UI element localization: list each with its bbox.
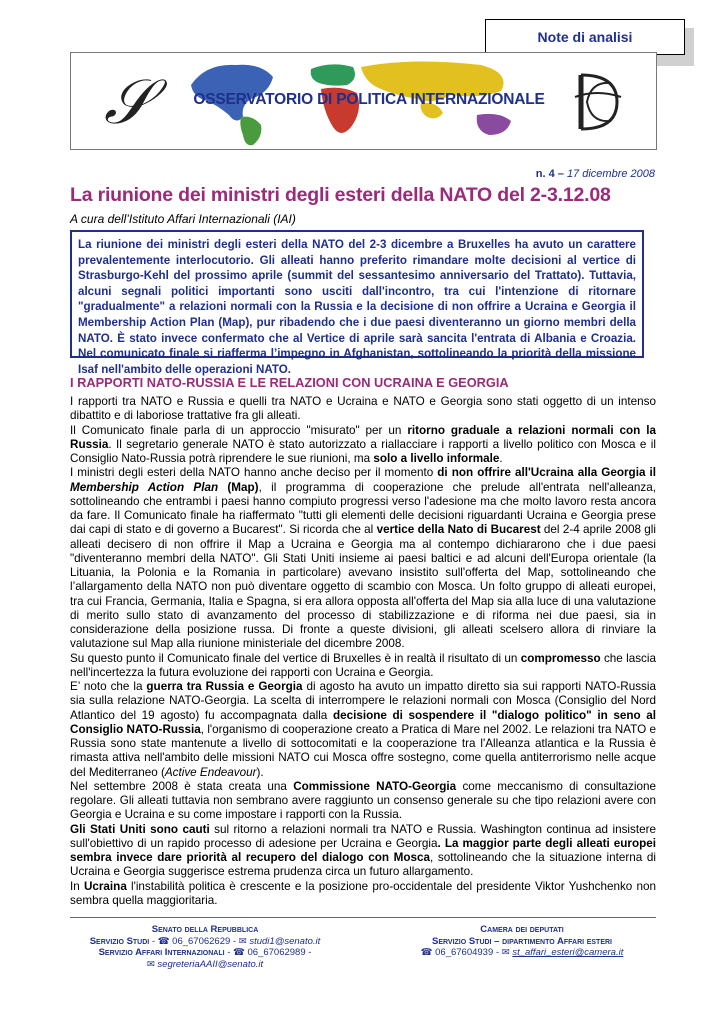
observatory-header [70, 52, 657, 150]
senato-monogram-icon: 𝒮 [104, 65, 152, 138]
envelope-icon: ✉ [238, 935, 250, 947]
issue-line [536, 168, 655, 180]
paragraph: Su questo punto il Comunicato finale del vertice di Bruxelles è in realtà il risultato di un compromesso che lascia nell'incertezza la futura evoluzione dei rapporti con Ucraina e Georgia. [70, 651, 656, 679]
observatory-title: OSSERVATORIO DI POLITICA INTERNAZIONALE [193, 91, 545, 108]
email-link[interactable]: st_affari_esteri@camera.it [512, 947, 624, 959]
note-label: Note di analisi [485, 19, 685, 55]
envelope-icon: ✉ [146, 958, 158, 970]
footer-org-camera: Camera dei deputati [480, 924, 564, 935]
section-title: I RAPPORTI NATO-RUSSIA E LE RELAZIONI CON UCRAINA E GEORGIA [70, 375, 509, 390]
page-subtitle: A cura dell’Istituto Affari Internazionali (IAI) [70, 212, 296, 226]
page-title: La riunione dei ministri degli esteri della NATO del 2-3.12.08 [70, 184, 611, 206]
paragraph: Il Comunicato finale parla di un approccio "misurato" per un ritorno graduale a relazioni normali con la Russia. Il segretario generale NATO è stato autorizzato a riallacciare i rapporti a livello politico con Mosca e il Consiglio Nato-Russia potrà riprendere le sue riunioni, ma solo a livello informale. [70, 423, 656, 465]
footer-camera: Camera dei deputati Servizio Studi – dipartimento Affari esteri ☎ 06_67604939 - ✉ st_affari_esteri@camera.it [390, 924, 654, 959]
email-link[interactable]: studi1@senato.it [249, 935, 321, 947]
issue-number: n. 4 – [535, 168, 564, 180]
paragraph: Gli Stati Uniti sono cauti sul ritorno a relazioni normali tra NATO e Russia. Washington continua ad insistere sull'obiettivo di un rapido processo di adesione per Ucraina e Georgia. La maggior parte degli alleati europei sembra invece dare priorità al recupero del dialogo con Mosca, sottolineando che la situazione interna di Ucraina e Georgia suggerisce estrema prudenza circa un futuro allargamento. [70, 822, 656, 879]
paragraph: Nel settembre 2008 è stata creata una Commissione NATO-Georgia come meccanismo di consultazione regolare. Gli alleati tuttavia non sembrano avere raggiunto un consenso generale su che tipo relazioni avere con Georgia e Ucraina e su come impostare i rapporti con la Russia. [70, 779, 656, 822]
camera-monogram-icon [571, 67, 625, 137]
envelope-icon: ✉ [501, 947, 513, 959]
footer-senato: Senato della Repubblica Servizio Studi - ☎ 06_67062629 - ✉ studi1@senato.it Servizio Affari Internazionali - ☎ 06_67062989 - ✉ segreteriaAAII@senato.it [70, 924, 340, 970]
abstract-box: La riunione dei ministri degli esteri della NATO del 2-3 dicembre a Bruxelles ha avuto un carattere prevalentemente interlocutorio. Gli alleati hanno preferito rimandare molte decisioni al vertice di Strasburgo-Kehl del prossimo aprile (summit del sessantesimo anniversario del Trattato). Tuttavia, alcuni segnali politici importanti sono usciti dall'incontro, tra cui l'intenzione di ritornare "gradualmente" a relazioni normali con la Russia e la decisione di non offrire a Ucraina e Georgia il Membership Action Plan (Map), pur ribadendo che i due paesi diventeranno un giorno membri della NATO. È stato invece confermato che al Vertice di aprile sarà sancita l'entrata di Albania e Croazia. Nel comunicato finale si riafferma l’impegno in Afghanistan, sottolineando la priorità della missione Isaf nell'ambito delle operazioni NATO. [70, 230, 644, 358]
footer-divider [70, 917, 656, 918]
paragraph: I rapporti tra NATO e Russia e quelli tra NATO e Ucraina e NATO e Georgia sono stati oggetto di un intenso dibattito e di laboriose trattative fra gli alleati. [70, 395, 656, 423]
email-link[interactable]: segreteriaAAII@senato.it [157, 958, 264, 970]
paragraph: In Ucraina l'instabilità politica è crescente e la posizione pro-occidentale del presidente Viktor Yushchenko non sembra quella maggioritaria. [70, 879, 656, 907]
paragraph: I ministri degli esteri della NATO hanno anche deciso per il momento di non offrire all'Ucraina alla Georgia il Membership Action Plan (Map), il programma di cooperazione che prelude all'entrata nell'alleanza, sottolineando che entrambi i paesi hanno compiuto progressi verso l'adesione ma che molto lavoro resta ancora da fare. Il Comunicato finale ha riaffermato "tutti gli elementi delle decisioni riguardanti Ucraina e Georgia prese dai capi di stato e di governo a Bucarest". Si ricorda che al vertice della Nato di Bucarest del 2-4 aprile 2008 gli alleati decisero di non offrire il Map a Ucraina e Georgia ma al contempo dichiararono che i due paesi "diventeranno membri della NATO". Gli Stati Uniti insieme ai paesi baltici e ad alcuni dell'Europa orientale (la Lituania, la Polonia e la Romania in particolare) avevano insistito sull'offerta del Map, sottolineando che l’allargamento della NATO non può diventare oggetto di scambio con Mosca. Un folto gruppo di alleati europei, tra cui Francia, Germania, Italia e Spagna, si era allora opposta all'offerta del Map sia alla luce di una valutazione di merito sullo stato di avanzamento del processo di stabilizzazione e di riforma nei due paesi, sia in considerazione della posizione russa. Di fronte a queste divisioni, gli alleati scelsero allora di rinviare la valutazione sul Map alla riunione ministeriale del dicembre 2008. [70, 466, 656, 651]
issue-date: 17 dicembre 2008 [566, 168, 655, 180]
article-body [70, 395, 656, 908]
paragraph: E’ noto che la guerra tra Russia e Georgia di agosto ha avuto un impatto diretto sia sui rapporti NATO-Russia sia sulla relazione NATO-Georgia. La scelta di interrompere le relazioni normali con Mosca (Consiglio del Nord Atlantico del 19 agosto) fu accompagnata dalla decisione di sospendere il "dialogo politico" in seno al Consiglio NATO-Russia, l'organismo di cooperazione creato a Pratica di Mare nel 2002. Le relazioni tra NATO e Russia sono state mantenute a livello di sottocomitati e la cooperazione tra l'Alleanza atlantica e la Russia è rimasta attiva nell'ambito delle missioni NATO cui Mosca offre sostegno, come quella antiterrorismo nelle acque del Mediterraneo (Active Endeavour). [70, 680, 657, 779]
footer-org-senato: Senato della Repubblica [151, 924, 259, 935]
